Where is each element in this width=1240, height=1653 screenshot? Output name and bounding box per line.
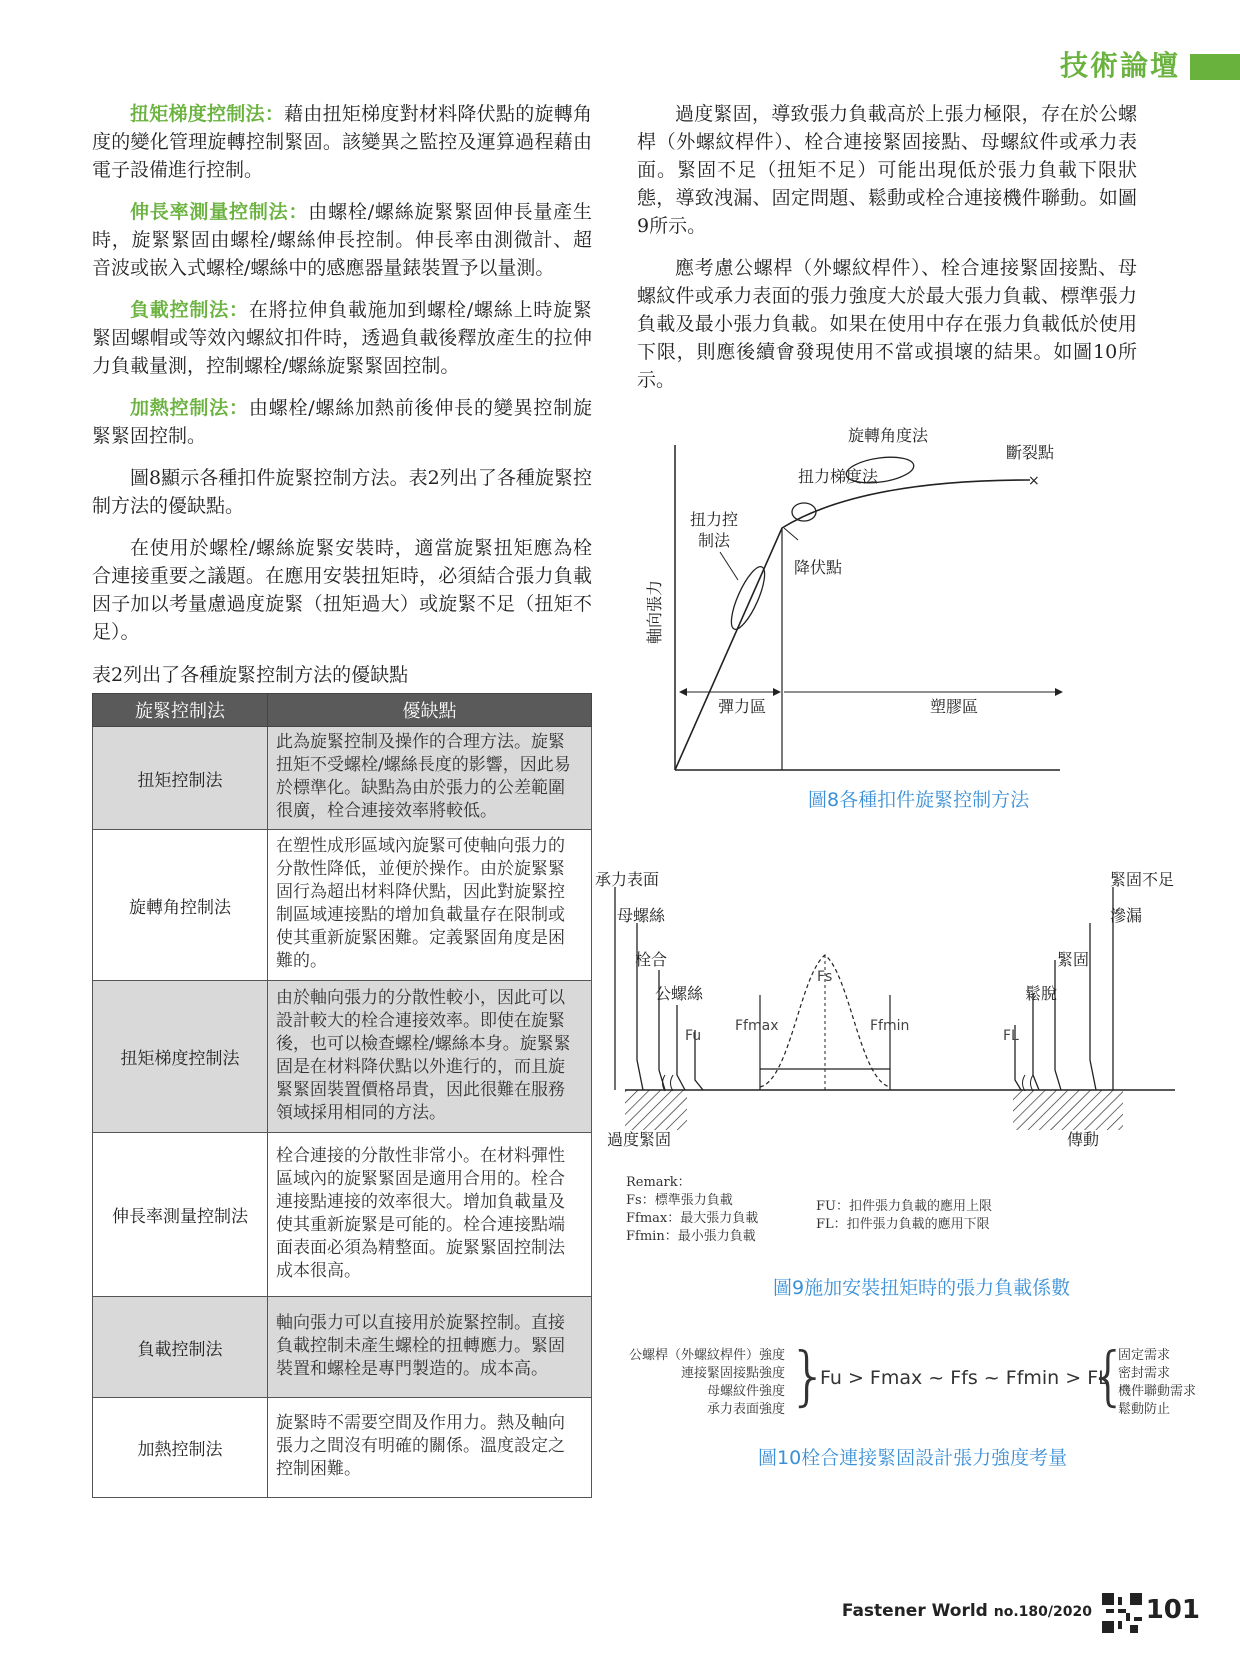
magazine-name: Fastener World [841, 1601, 988, 1621]
fig10-right-item: 固定需求 [1118, 1348, 1171, 1363]
paragraph-fig8-ref: 圖8顯示各種扣件旋緊控制方法。表2列出了各種旋緊控制方法的優缺點。 [92, 467, 592, 517]
fig8-caption: 圖8各種扣件旋緊控制方法 [808, 789, 1030, 811]
fig10-left-item: 連接緊固接點強度 [680, 1366, 785, 1381]
figure-8-diagram [630, 426, 1090, 780]
fig9-label-bearing: 承力表面 [595, 870, 660, 889]
fig10-left-item: 母螺紋件強度 [706, 1384, 785, 1399]
section-title: 技術論壇 [1059, 49, 1180, 82]
left-column [92, 100, 592, 1498]
paragraph-torque-gradient: 扭矩梯度控制法：藉由扭矩梯度對材料降伏點的旋轉角度的變化管理旋轉控制緊固。該變異之監控及運算過程藉由電子設備進行控制。 [92, 103, 592, 181]
left-hatch [625, 1090, 687, 1130]
fig8-label-torque-1: 扭力控 [690, 510, 739, 529]
fig9-caption: 圖9施加安裝扭矩時的張力負載係數 [773, 1277, 1071, 1299]
remark-ffmax: Ffmax：最大張力負載 [626, 1211, 759, 1226]
paragraph-over-tightening: 過度緊固，導致張力負載高於上張力極限，存在於公螺桿（外螺紋桿件）、栓合連接緊固接點、母螺紋件或承力表面。緊固不足（扭矩不足）可能出現低於張力負載下限狀態，導致洩漏、固定問題、鬆動或栓合連接機件聯動。如圖9所示。 [637, 103, 1137, 237]
paragraph-torque: 在使用於螺栓/螺絲旋緊安裝時，適當旋緊扭矩應為栓合連接重要之議題。在應用安裝扭矩時，必須結合張力負載因子加以考量慮過度旋緊（扭矩過大）或旋緊不足（扭矩不足）。 [92, 537, 592, 643]
table-row [93, 1133, 592, 1297]
fig10-formula: Fu > Fmax ~ Ffs ~ Ffmin > FL [820, 1367, 1109, 1389]
remark-ffmin: Ffmin：最小張力負載 [626, 1229, 756, 1244]
right-column [637, 100, 1137, 408]
table-header-pros-cons: 優缺點 [268, 694, 592, 727]
issue-number: no.180/2020 [993, 1604, 1092, 1620]
fig10-right-item: 鬆動防止 [1118, 1402, 1171, 1417]
remark-title: Remark： [626, 1175, 691, 1190]
fig9-label-nut: 母螺絲 [617, 906, 666, 925]
fig8-label-fracture: 斷裂點 [1005, 443, 1054, 462]
fig9-label-under: 緊固不足 [1110, 870, 1175, 889]
table-cell-desc: 旋緊時不需要空間及作用力。熱及軸向張力之間沒有明確的關係。溫度設定之控制困難。 [268, 1398, 592, 1498]
fig9-label-fu: Fu [685, 1028, 702, 1044]
fig8-label-elastic: 彈力區 [718, 697, 767, 716]
table-cell-desc: 在塑性成形區域內旋緊可使軸向張力的分散性降低，並便於操作。由於旋緊緊固行為超出材料降伏點，因此對旋緊控制區域連接點的增加負載量存在限制或使其重新旋緊困難。定義緊固角度是困難的。 [268, 830, 592, 981]
table-cell-method: 伸長率測量控制法 [93, 1133, 268, 1297]
figure-9-diagram [595, 870, 1225, 1150]
table-row [93, 981, 592, 1133]
table-row [93, 1297, 592, 1398]
fig9-remark [626, 1174, 758, 1246]
comparison-table [92, 693, 592, 1498]
paragraph-load-control: 負載控制法：在將拉伸負載施加到螺栓/螺絲上時旋緊緊固螺帽或等效內螺紋扣件時，透過負載後釋放產生的拉伸力負載量測，控制螺栓/螺絲旋緊緊固控制。 [92, 299, 592, 377]
paragraph-strength: 應考慮公螺桿（外螺紋桿件）、栓合連接緊固接點、母螺紋件或承力表面的張力強度大於最大張力負載、標準張力負載及最小張力負載。如果在使用中存在張力負載低於使用下限，則應後續會發現使用不當或損壞的結果。如圖10所示。 [637, 257, 1137, 391]
fig9-label-loose: 鬆脫 [1025, 984, 1058, 1003]
fracture-mark: × [1028, 473, 1040, 489]
torque-control-leader [720, 552, 738, 580]
table-cell-desc: 軸向張力可以直接用於旋緊控制。直接負載控制未產生螺栓的扭轉應力。緊固裝置和螺栓是專門製造的。成本高。 [268, 1297, 592, 1398]
fig9-label-fs: Fs [817, 969, 833, 985]
fig10-left-item: 承力表面強度 [706, 1402, 785, 1417]
table-cell-desc: 由於軸向張力的分散性較小，因此可以設計較大的栓合連接效率。即使在旋緊後，也可以檢查螺栓/螺絲本身。旋緊緊固是在材料降伏點以外進行的，而且旋緊緊固裝置價格昂貴，因此很難在服務領域採用相同的方法。 [268, 981, 592, 1133]
paragraph-elongation: 伸長率測量控制法：由螺栓/螺絲旋緊緊固伸長量產生時，旋緊緊固由螺栓/螺絲伸長控制。伸長率由測微計、超音波或嵌入式螺栓/螺絲中的感應器量錶裝置予以量測。 [92, 201, 592, 279]
fig9-remark-right [816, 1198, 992, 1234]
fig9-label-bolt: 公螺絲 [655, 984, 704, 1003]
table-cell-method: 扭矩控制法 [93, 727, 268, 830]
remark-fl: FL：扣件張力負載的應用下限 [816, 1217, 990, 1232]
table-cell-method: 負載控制法 [93, 1297, 268, 1398]
fig10-right-item: 機件聯動需求 [1118, 1384, 1197, 1399]
qr-code-icon [1102, 1593, 1142, 1633]
fig9-label-leak: 滲漏 [1110, 906, 1143, 925]
yield-leader [784, 528, 798, 540]
figure-10-diagram [600, 1340, 1220, 1423]
fig8-label-torque-2: 制法 [698, 531, 731, 550]
table-cell-method: 旋轉角控制法 [93, 830, 268, 981]
fig8-label-yield: 降伏點 [794, 558, 843, 577]
fig9-label-fix: 緊固 [1057, 950, 1090, 969]
fig9-label-drive: 傳動 [1067, 1130, 1100, 1149]
fig9-label-ffmax: Ffmax [735, 1018, 779, 1034]
section-color-bar [1190, 54, 1240, 80]
fig10-right-item: 密封需求 [1118, 1366, 1171, 1381]
fig10-left-brace: { [1088, 1340, 1129, 1414]
fig10-caption: 圖10栓合連接緊固設計張力強度考量 [758, 1447, 1068, 1469]
table-header-method: 旋緊控制法 [93, 694, 268, 727]
fig8-label-plastic: 塑膠區 [930, 697, 979, 716]
table-row [93, 830, 592, 981]
table-cell-desc: 此為旋緊控制及操作的合理方法。旋緊扭矩不受螺栓/螺絲長度的影響，因此易於標準化。缺點為由於張力的公差範圍很廣，栓合連接效率將較低。 [268, 727, 592, 830]
table-cell-method: 加熱控制法 [93, 1398, 268, 1498]
fig9-label-fl: FL [1003, 1028, 1019, 1044]
fig10-right-brace: } [788, 1340, 829, 1414]
fig9-label-joint: 栓合 [635, 950, 668, 969]
fig8-y-label: 軸向張力 [645, 579, 664, 644]
table-row [93, 727, 592, 830]
torque-control-ellipse [725, 563, 771, 633]
fig8-label-gradient: 扭力梯度法 [798, 467, 879, 486]
table-cell-desc: 栓合連接的分散性非常小。在材料彈性區域內的旋緊緊固是適用合用的。栓合連接點連接的效率很大。增加負載量及使其重新旋緊是可能的。栓合連接點端面表面必須為精整面。旋緊緊固控制法成本很高。 [268, 1133, 592, 1297]
fig8-label-rotation: 旋轉角度法 [848, 426, 929, 445]
remark-fs: Fs：標準張力負載 [626, 1193, 733, 1208]
paragraph-heating: 加熱控制法：由螺栓/螺絲加熱前後伸長的變異控制旋緊緊固控制。 [92, 397, 592, 447]
fig9-label-ffmin: Ffmin [870, 1018, 910, 1034]
table-row [93, 1398, 592, 1498]
table-cell-method: 扭矩梯度控制法 [93, 981, 268, 1133]
footer-magazine [842, 1601, 1092, 1621]
page-number: 101 [1145, 1595, 1200, 1625]
right-hatch [1013, 1090, 1123, 1130]
remark-fu: FU：扣件張力負載的應用上限 [816, 1199, 992, 1214]
fig9-label-over: 過度緊固 [607, 1130, 672, 1149]
table-caption: 表2列出了各種旋緊控制方法的優缺點 [92, 664, 409, 686]
fig10-left-item: 公螺桿（外螺紋桿件）強度 [628, 1348, 785, 1363]
